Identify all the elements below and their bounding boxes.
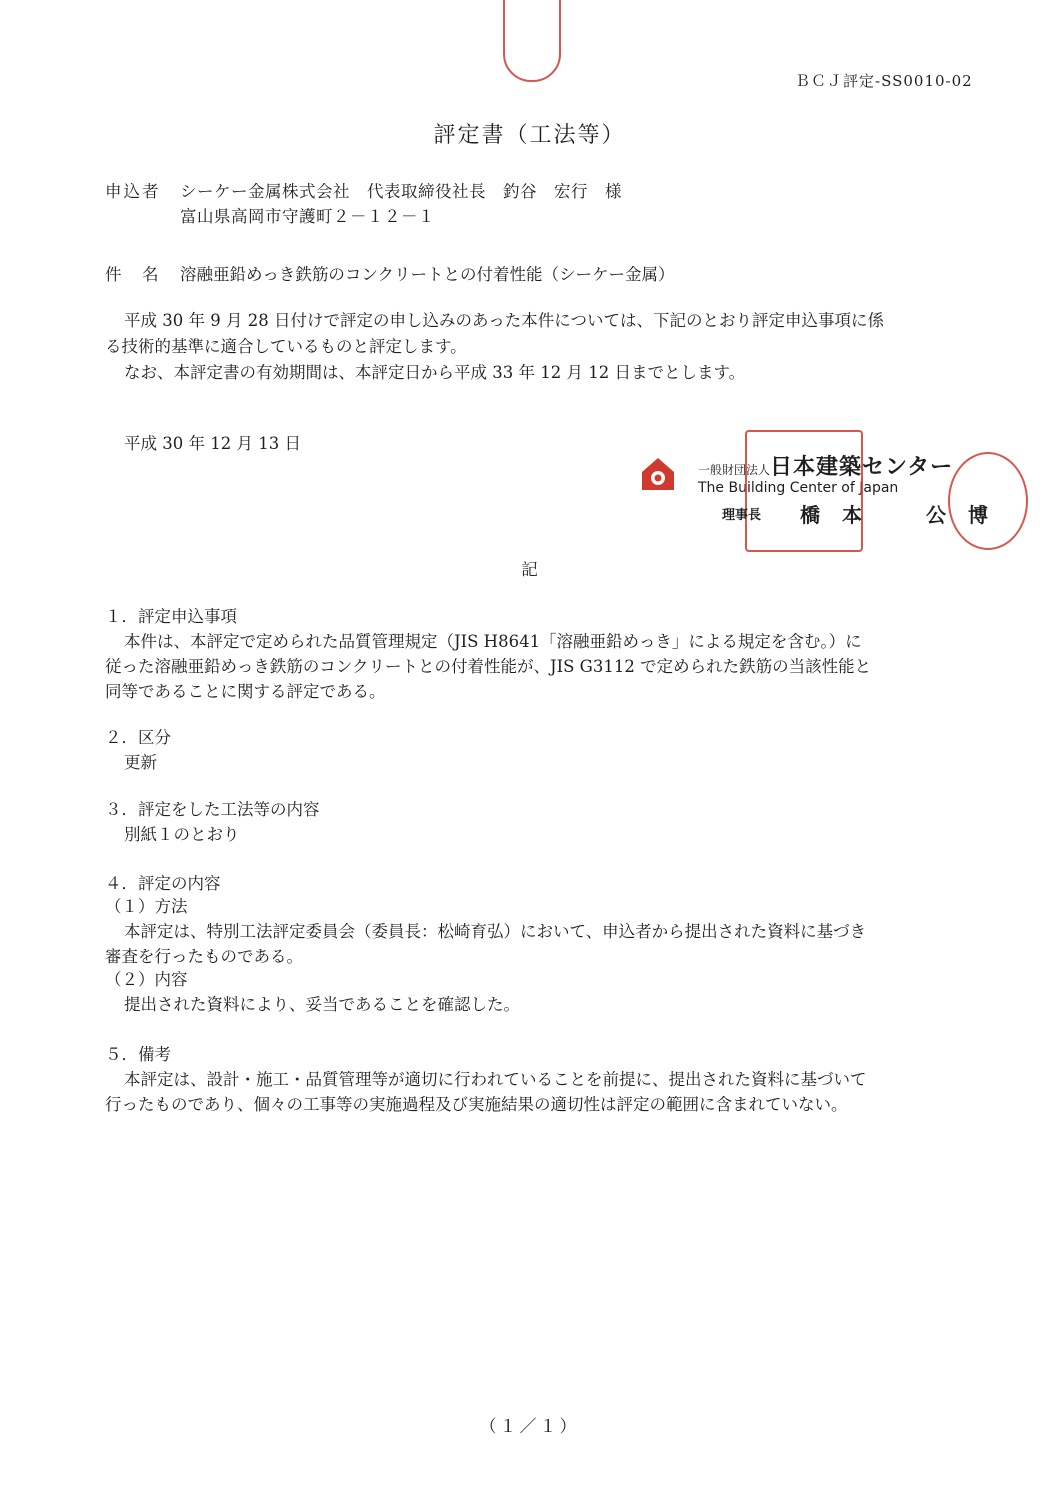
document-title: 評定書（工法等） bbox=[433, 123, 626, 148]
applicant-address: 富山県高岡市守護町２－１２－１ bbox=[180, 207, 435, 226]
section-1-heading: １．評定申込事項 bbox=[105, 607, 237, 626]
issuer-org-name: 日本建築センター bbox=[770, 455, 954, 480]
section-1-line-2: 従った溶融亜鉛めっき鉄筋のコンクリートとの付着性能が、JIS G3112 で定められた鉄筋の当該性能と bbox=[105, 657, 872, 676]
section-4-heading: ４．評定の内容 bbox=[105, 874, 221, 893]
subject-value: 溶融亜鉛めっき鉄筋のコンクリートとの付着性能（シーケー金属） bbox=[180, 265, 675, 284]
section-5-line-2: 行ったものであり、個々の工事等の実施過程及び実施結果の適切性は評定の範囲に含まれていない。 bbox=[105, 1095, 848, 1114]
section-5-line-1: 本評定は、設計・施工・品質管理等が適切に行われていることを前提に、提出された資料に基づいて bbox=[124, 1070, 867, 1089]
issuer-org-prefix: 一般財団法人 bbox=[698, 463, 771, 477]
ki-marker: 記 bbox=[521, 560, 538, 579]
section-4-sub-2-line-1: 提出された資料により、妥当であることを確認した。 bbox=[124, 995, 520, 1014]
section-3-line-1: 別紙１のとおり bbox=[124, 825, 240, 844]
subject-label: 件 名 bbox=[105, 265, 161, 284]
section-5-heading: ５．備考 bbox=[105, 1045, 171, 1064]
section-4-sub-1-line-2: 審査を行ったものである。 bbox=[105, 947, 303, 966]
applicant-name: シーケー金属株式会社 代表取締役社長 釣谷 宏行 様 bbox=[180, 182, 622, 201]
intro-line-2: る技術的基準に適合しているものと評定します。 bbox=[105, 337, 467, 356]
section-2-heading: ２．区分 bbox=[105, 728, 171, 747]
section-1-line-3: 同等であることに関する評定である。 bbox=[105, 682, 386, 701]
chairman-name: 橋本 公博 bbox=[800, 503, 1010, 527]
intro-line-3: なお、本評定書の有効期間は、本評定日から平成 33 年 12 月 12 日までとします。 bbox=[124, 363, 746, 382]
section-2-line-1: 更新 bbox=[124, 753, 157, 772]
section-4-sub-1-heading: （１）方法 bbox=[105, 897, 188, 916]
section-4-sub-1-line-1: 本評定は、特別工法評定委員会（委員長：松崎育弘）において、申込者から提出された資料に基づき bbox=[124, 922, 867, 941]
section-4-sub-2-heading: （２）内容 bbox=[105, 970, 188, 989]
page-number: （１／１） bbox=[479, 1417, 580, 1437]
issuer-org-english: The Building Center of Japan bbox=[698, 480, 899, 496]
center-square-seal-stamp bbox=[745, 430, 863, 552]
issue-date: 平成 30 年 12 月 13 日 bbox=[124, 434, 301, 453]
section-3-heading: ３．評定をした工法等の内容 bbox=[105, 800, 320, 819]
document-number: ＢＣＪ評定-SS0010-02 bbox=[795, 72, 973, 90]
chairman-title: 理事長 bbox=[722, 508, 762, 523]
bcj-logo-icon bbox=[640, 456, 676, 492]
intro-line-1: 平成 30 年 9 月 28 日付けで評定の申し込みのあった本件については、下記のとおり評定申込事項に係 bbox=[124, 311, 884, 330]
section-1-line-1: 本件は、本評定で定められた品質管理規定（JIS H8641「溶融亜鉛めっき」による規定を含む。）に bbox=[124, 632, 862, 651]
applicant-label: 申込者 bbox=[105, 182, 161, 201]
top-seal-stamp bbox=[503, 0, 561, 82]
